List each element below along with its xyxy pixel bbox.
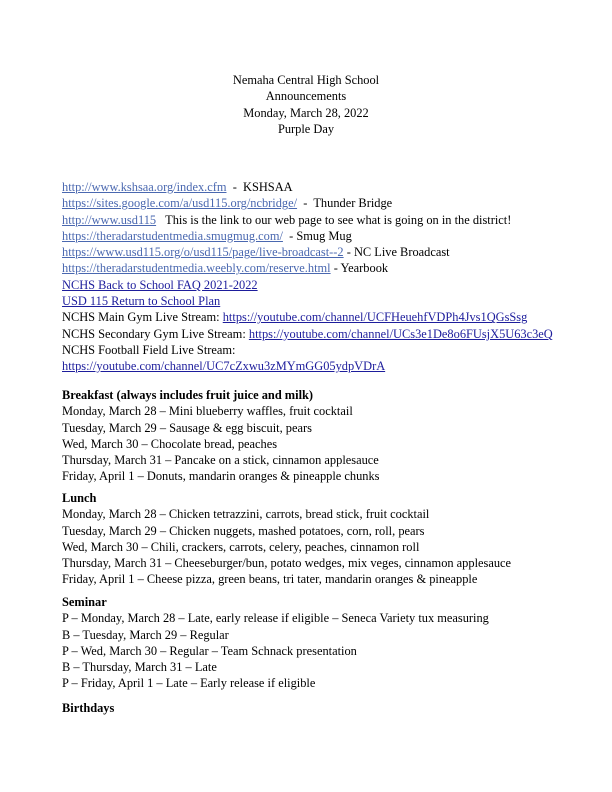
faq-link[interactable]: NCHS Back to School FAQ 2021-2022 — [62, 277, 258, 292]
link-description: - Thunder Bridge — [297, 196, 393, 211]
list-item: Monday, March 28 – Mini blueberry waffles, fruit cocktail — [62, 404, 353, 419]
lunch-section — [62, 490, 511, 588]
birthdays-heading: Birthdays — [62, 701, 115, 715]
list-item: Thursday, March 31 – Cheeseburger/bun, potato wedges, mix veges, cinnamon applesauce — [62, 556, 512, 571]
link-row — [62, 260, 553, 276]
link-row — [62, 212, 553, 228]
list-item: Monday, March 28 – Chicken tetrazzini, carrots, bread stick, fruit cocktail — [62, 507, 430, 522]
day-theme: Purple Day — [277, 121, 335, 136]
stream-secondary: NCHS Secondary Gym Live Stream: https://youtube.com/channel/UCs3e1De8o6FUsjX5U63c3eQ — [62, 326, 553, 341]
main-gym-link[interactable]: https://youtube.com/channel/UCFHeuehfVDPh4Jvs1QGsSsg — [222, 310, 528, 325]
link-url[interactable]: http://www.kshsaa.org/index.cfm — [62, 180, 227, 194]
link-description: - Yearbook — [330, 261, 389, 276]
football-label: NCHS Football Field Live Stream: — [62, 342, 236, 357]
link-url[interactable]: https://sites.google.com/a/usd115.org/ncbridge/ — [62, 196, 298, 211]
link-row — [62, 228, 553, 244]
link-description: This is the link to our web page to see what is going on in the district! — [156, 212, 512, 227]
list-item: B – Thursday, March 31 – Late — [62, 660, 217, 675]
school-name: Nemaha Central High School — [232, 73, 380, 87]
list-item: P – Friday, April 1 – Late – Early release if eligible — [62, 676, 316, 691]
link-row — [62, 244, 553, 260]
birthdays-section — [62, 700, 114, 716]
link-description: - NC Live Broadcast — [343, 245, 450, 260]
link-description: - KSHSAA — [226, 180, 293, 194]
return-plan-link[interactable]: USD 115 Return to School Plan — [62, 294, 221, 309]
doc-date: Monday, March 28, 2022 — [243, 105, 369, 120]
list-item: B – Tuesday, March 29 – Regular — [62, 627, 229, 642]
breakfast-section — [62, 387, 380, 485]
lunch-heading: Lunch — [62, 491, 97, 505]
doc-title: Announcements — [265, 89, 347, 104]
links-section — [62, 179, 553, 375]
list-item: P – Monday, March 28 – Late, early release if eligible – Seneca Variety tux measuring — [62, 611, 489, 626]
breakfast-heading: Breakfast (always includes fruit juice and milk) — [62, 388, 314, 402]
list-item: Wed, March 30 – Chili, crackers, carrots, celery, peaches, cinnamon roll — [62, 539, 420, 554]
link-row — [62, 179, 553, 195]
stream-main: NCHS Main Gym Live Stream: https://youtube.com/channel/UCFHeuehfVDPh4Jvs1QGsSsg — [62, 310, 528, 325]
list-item: P – Wed, March 30 – Regular – Team Schnack presentation — [62, 643, 357, 658]
secondary-gym-link[interactable]: https://youtube.com/channel/UCs3e1De8o6FUsjX5U63c3eQ — [248, 326, 553, 341]
list-item: Tuesday, March 29 – Chicken nuggets, mashed potatoes, corn, roll, pears — [62, 523, 425, 538]
link-url[interactable]: http://www.usd115 — [62, 212, 157, 227]
list-item: Wed, March 30 – Chocolate bread, peaches — [62, 436, 278, 451]
link-url[interactable]: https://theradarstudentmedia.smugmug.com/ — [62, 228, 283, 243]
list-item: Thursday, March 31 – Pancake on a stick, cinnamon applesauce — [62, 453, 379, 468]
link-url[interactable]: https://www.usd115.org/o/usd115/page/live-broadcast--2 — [62, 245, 344, 260]
list-item: Friday, April 1 – Donuts, mandarin oranges & pineapple chunks — [62, 469, 380, 484]
link-row — [62, 195, 553, 211]
link-description: - Smug Mug — [282, 228, 352, 243]
football-link[interactable]: https://youtube.com/channel/UC7cZxwu3zMYmGG05ydpVDrA — [62, 359, 386, 374]
seminar-heading: Seminar — [62, 595, 107, 609]
document-header — [0, 72, 612, 137]
seminar-section — [62, 594, 489, 692]
list-item: Friday, April 1 – Cheese pizza, green beans, tri tater, mandarin oranges & pineapple — [62, 572, 478, 587]
list-item: Tuesday, March 29 – Sausage & egg biscuit, pears — [62, 420, 312, 435]
link-url[interactable]: https://theradarstudentmedia.weebly.com/reserve.html — [62, 261, 331, 276]
